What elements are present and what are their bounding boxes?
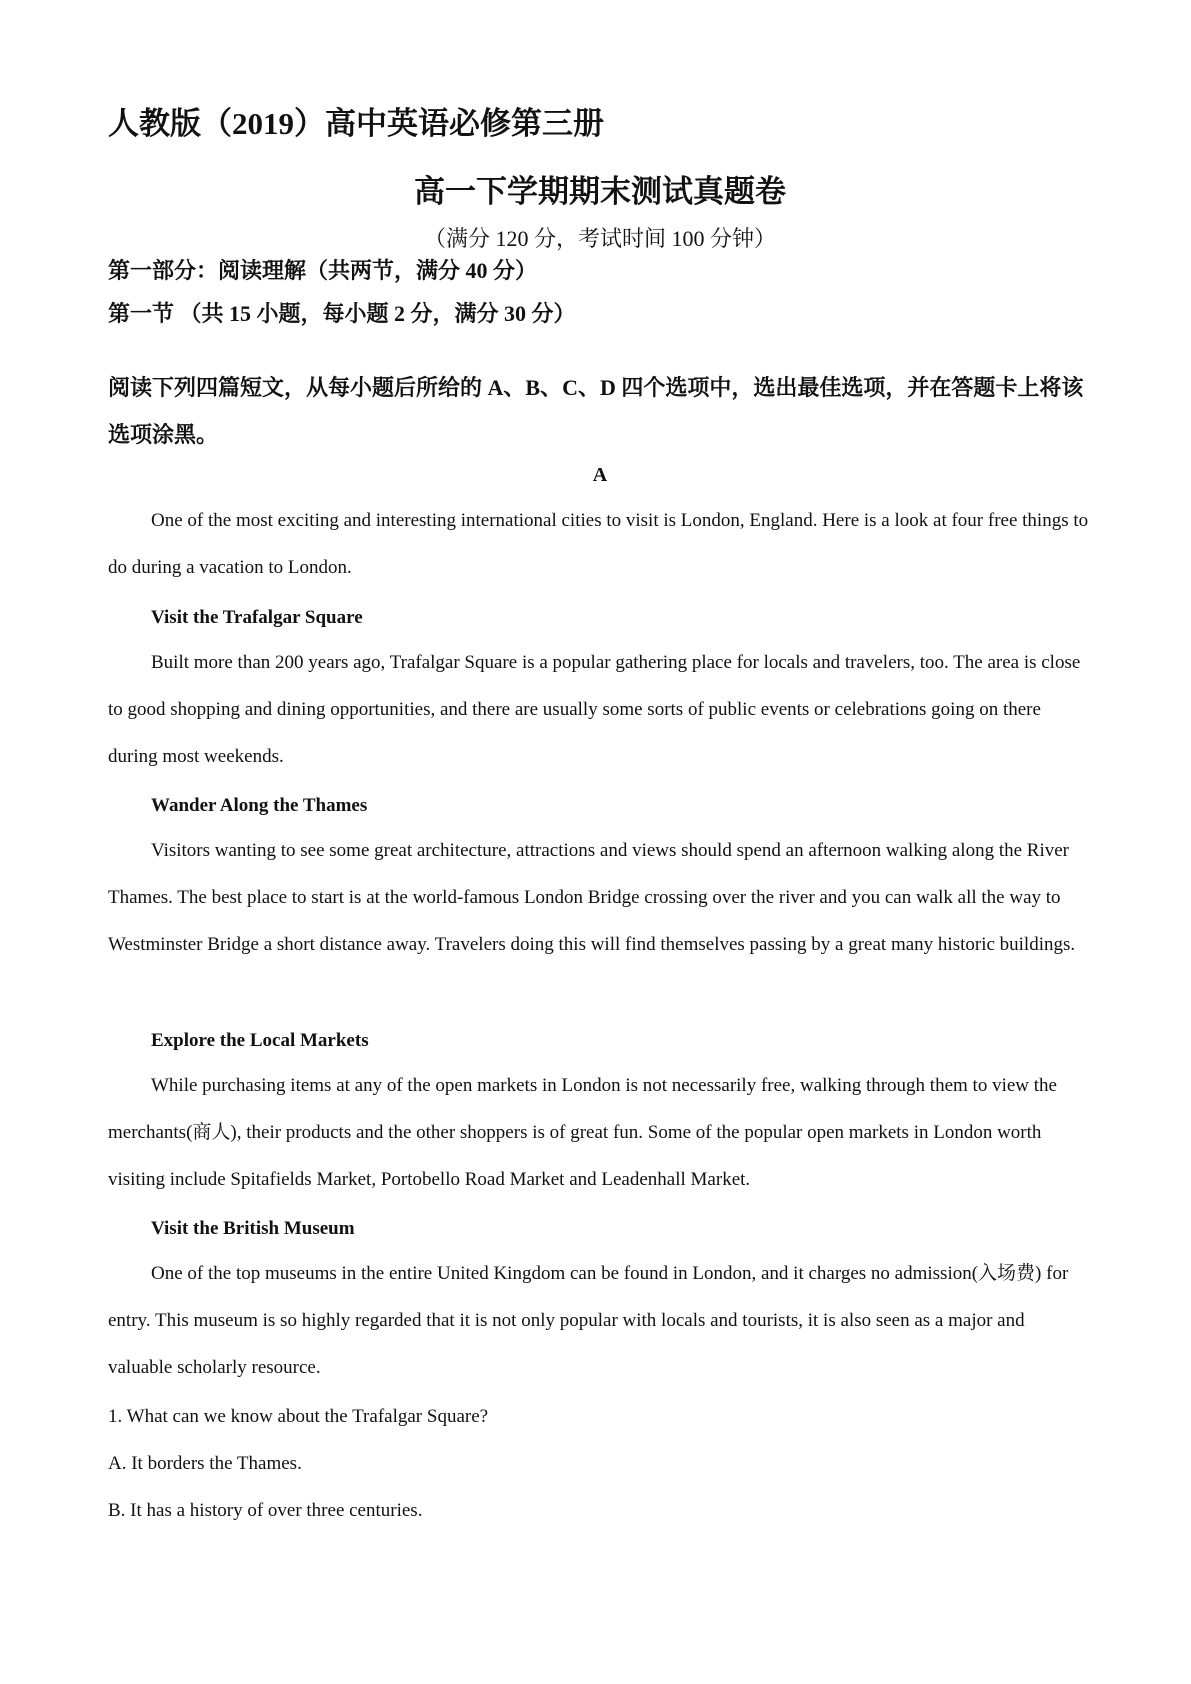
- question-stem: 1. What can we know about the Trafalgar Square?: [108, 1406, 489, 1427]
- section-text: While purchasing items at any of the open markets in London is not necessarily free, walking through them to view the merchants(商人), their products and the other shoppers is of great fun. Some of the popular open markets in London worth visiting include Spitafields Market, Portobello Road Market and Leadenhall Market.: [108, 1075, 1057, 1190]
- question-option: B. It has a history of over three centuries.: [108, 1500, 423, 1521]
- section-text: Visitors wanting to see some great architecture, attractions and views should spend an afternoon walking along the River Thames. The best place to start is at the world-famous London Bridge crossing over the river and you can walk all the way to Westminster Bridge a short distance away. Travelers doing this will find themselves passing by a great many historic buildings.: [108, 840, 1076, 955]
- exam-note: （满分 120 分，考试时间 100 分钟）: [423, 226, 776, 251]
- section-heading: Visit the British Museum: [151, 1218, 355, 1239]
- question-option: A. It borders the Thames.: [108, 1453, 302, 1474]
- section-heading: Explore the Local Markets: [151, 1030, 369, 1051]
- book-title: 人教版（2019）高中英语必修第三册: [108, 106, 604, 141]
- section-title: 第一节 （共 15 小题，每小题 2 分，满分 30 分）: [108, 301, 576, 326]
- passage-label: A: [592, 464, 608, 486]
- instructions: 阅读下列四篇短文，从每小题后所给的 A、B、C、D 四个选项中，选出最佳选项，并在答题卡上将该选项涂黑。: [108, 375, 1084, 447]
- passage-intro: One of the most exciting and interesting international cities to visit is London, England. Here is a look at four free things to do during a vacation to London.: [108, 510, 1089, 578]
- section-text: One of the top museums in the entire United Kingdom can be found in London, and it charges no admission(入场费) for entry. This museum is so highly regarded that it is not only popular with locals and tourists, it is also seen as a major and valuable scholarly resource.: [108, 1263, 1069, 1378]
- part-title: 第一部分：阅读理解（共两节，满分 40 分）: [108, 258, 538, 283]
- section-heading: Visit the Trafalgar Square: [151, 607, 363, 628]
- section-text: Built more than 200 years ago, Trafalgar Square is a popular gathering place for locals and travelers, too. The area is close to good shopping and dining opportunities, and there are usually some sorts of public events or celebrations going on there during most weekends.: [108, 652, 1081, 767]
- exam-title: 高一下学期期末测试真题卷: [414, 174, 786, 209]
- section-heading: Wander Along the Thames: [151, 795, 368, 816]
